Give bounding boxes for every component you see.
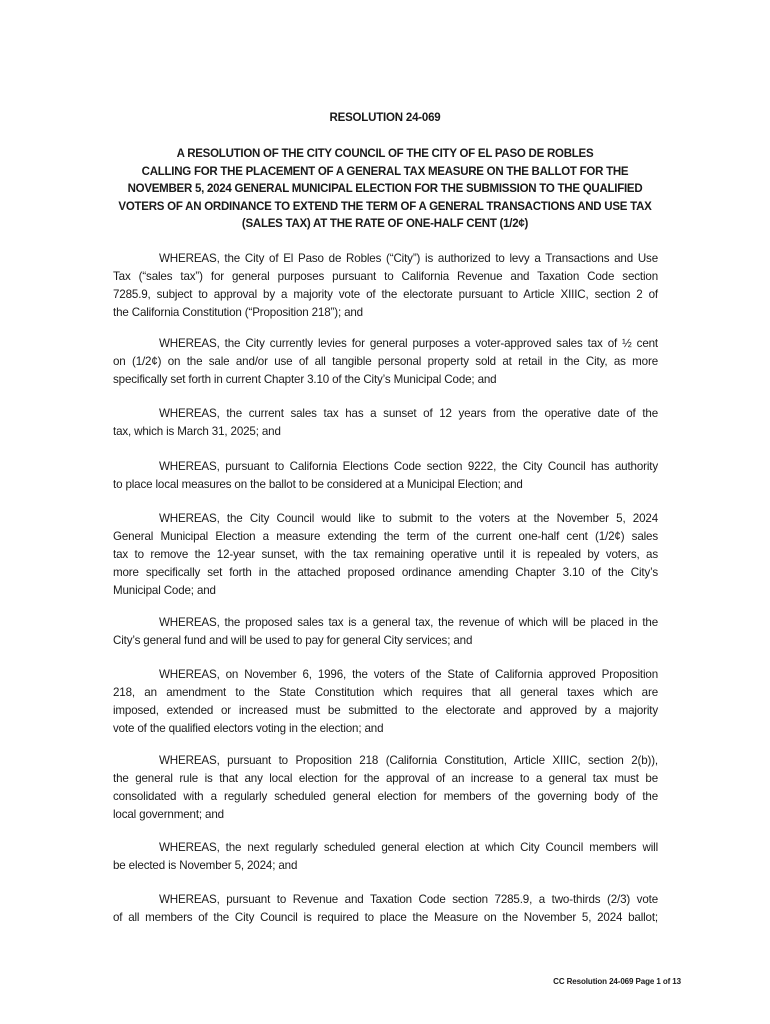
paragraph-line: City’s general fund and will be used to pay for general City services; and (113, 634, 473, 647)
paragraph-line: specifically set forth in current Chapter 3.10 of the City’s Municipal Code; and (113, 373, 497, 386)
paragraph-line: more specifically set forth in the attached proposed ordinance amending Chapter 3.10 of the City’s (113, 566, 658, 579)
paragraph-line: to place local measures on the ballot to be considered at a Municipal Election; and (113, 478, 523, 491)
heading-line: A RESOLUTION OF THE CITY COUNCIL OF THE CITY OF EL PASO DE ROBLES (176, 148, 594, 160)
heading-line: NOVEMBER 5, 2024 GENERAL MUNICIPAL ELECTION FOR THE SUBMISSION TO THE QUALIFIED (127, 183, 643, 195)
whereas-paragraph (113, 614, 658, 650)
whereas-paragraph (113, 839, 658, 875)
whereas-paragraph (113, 250, 658, 322)
paragraph-line: consolidated with a regularly scheduled general election for members of the governing body of the (113, 790, 658, 803)
paragraph-line: on (1/2¢) on the sale and/or use of all tangible personal property sold at retail in the City, as more (113, 355, 658, 368)
paragraph-line: of all members of the City Council is required to place the Measure on the November 5, 2024 ballot; (113, 911, 658, 924)
paragraph-line: tax, which is March 31, 2025; and (113, 425, 281, 438)
paragraph-line: WHEREAS, the next regularly scheduled general election at which City Council members will (159, 841, 658, 854)
paragraph-line: WHEREAS, pursuant to California Elections Code section 9222, the City Council has authority (159, 460, 658, 473)
whereas-paragraph (113, 458, 658, 494)
paragraph-line: vote of the qualified electors voting in the election; and (113, 722, 384, 735)
paragraph-line: 7285.9, subject to approval by a majority vote of the electorate pursuant to Article XIIIC, section 2 of (113, 288, 658, 301)
paragraph-line: be elected is November 5, 2024; and (113, 859, 298, 872)
whereas-paragraph (113, 335, 658, 389)
paragraph-line: tax to remove the 12-year sunset, with the tax remaining operative until it is repealed by voters, as (113, 548, 658, 561)
whereas-paragraph (113, 405, 658, 441)
paragraph-line: WHEREAS, the City of El Paso de Robles (“City”) is authorized to levy a Transactions and Use (159, 252, 658, 265)
paragraph-line: General Municipal Election a measure extending the term of the current one-half cent (1/2¢) sales (113, 530, 658, 543)
whereas-paragraph (113, 891, 658, 927)
paragraph-line: WHEREAS, pursuant to Proposition 218 (California Constitution, Article XIIIC, section 2(b)), (159, 754, 658, 767)
paragraph-line: the California Constitution (“Proposition 218”); and (113, 306, 363, 319)
heading-line: VOTERS OF AN ORDINANCE TO EXTEND THE TERM OF A GENERAL TRANSACTIONS AND USE TAX (118, 200, 652, 213)
resolution-title: RESOLUTION 24-069 (329, 112, 441, 124)
paragraph-line: the general rule is that any local election for the approval of an increase to a general tax must be (113, 772, 658, 785)
whereas-paragraph (113, 510, 658, 600)
page-footer: CC Resolution 24-069 Page 1 of 13 (553, 977, 681, 986)
paragraph-line: WHEREAS, the current sales tax has a sunset of 12 years from the operative date of the (159, 407, 658, 420)
heading-line: CALLING FOR THE PLACEMENT OF A GENERAL TAX MEASURE ON THE BALLOT FOR THE (141, 165, 629, 178)
paragraph-line: imposed, extended or increased must be submitted to the electorate and approved by a majority (113, 704, 658, 717)
paragraph-line: WHEREAS, the City Council would like to submit to the voters at the November 5, 2024 (159, 512, 658, 525)
whereas-paragraph (113, 752, 658, 824)
whereas-paragraph (113, 666, 658, 738)
resolution-heading (105, 146, 665, 234)
paragraph-line: 218, an amendment to the State Constitution which requires that all general taxes which are (113, 686, 658, 699)
heading-line: (SALES TAX) AT THE RATE OF ONE-HALF CENT (1/2¢) (241, 218, 529, 230)
paragraph-line: WHEREAS, the proposed sales tax is a general tax, the revenue of which will be placed in the (159, 616, 658, 629)
paragraph-line: Municipal Code; and (113, 584, 216, 597)
paragraph-line: WHEREAS, pursuant to Revenue and Taxation Code section 7285.9, a two-thirds (2/3) vote (159, 893, 658, 906)
paragraph-line: Tax (“sales tax”) for general purposes pursuant to California Revenue and Taxation Code section (113, 270, 658, 283)
paragraph-line: WHEREAS, the City currently levies for general purposes a voter-approved sales tax of ½ cent (159, 337, 658, 350)
paragraph-line: local government; and (113, 808, 224, 821)
paragraph-line: WHEREAS, on November 6, 1996, the voters of the State of California approved Proposition (159, 668, 658, 681)
